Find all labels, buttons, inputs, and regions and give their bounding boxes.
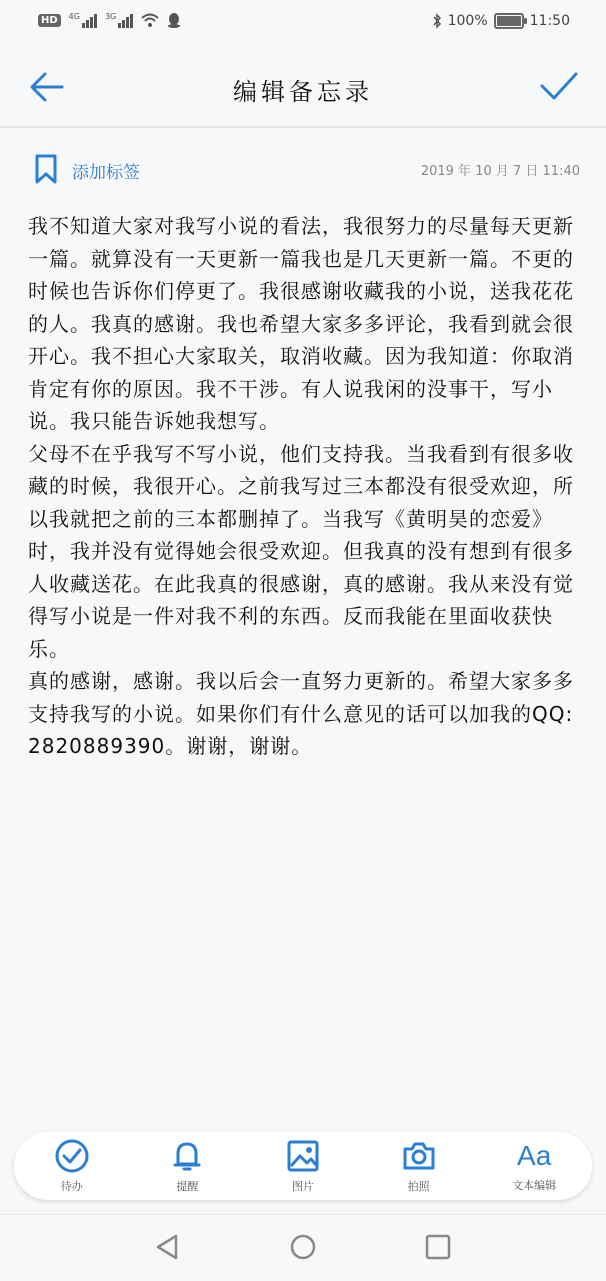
note-paragraph-1: 我不知道大家对我写小说的看法，我很努力的尽量每天更新一篇。就算没有一天更新一篇我也是几天更新一篇。不更的时候也告诉你们停更了。我很感谢收藏我的小说，送我花花的人。我真的感谢。我也希望大家多多评论，我看到就会很开心。我不担心大家取关，取消收藏。因为我知道：你取消肯定有你的原因。我不干涉。有人说我闲的没事干，写小说。我只能告诉她我想写。 <box>28 214 574 433</box>
text-edit-label: 文本编辑 <box>512 1179 557 1192</box>
status-bar <box>0 0 606 48</box>
bell-icon <box>169 1138 205 1174</box>
clock: 11:50 <box>529 13 570 29</box>
status-right <box>432 13 570 29</box>
image-label: 图片 <box>291 1180 314 1193</box>
bluetooth-icon <box>432 13 442 29</box>
battery-icon <box>494 13 524 29</box>
note-paragraph-2: 父母不在乎我写不写小说，他们支持我。当我看到有很多收藏的时候，我很开心。之前我写过三本都没有很受欢迎，所以我就把之前的三本都删掉了。当我写《黄明昊的恋爱》时，我并没有觉得她会很受欢迎。但我真的没有想到有很多人收藏送花。在此我真的很感谢，真的感谢。我从来没有觉得写小说是一件对我不利的东西。反而我能在里面收获快乐。 <box>28 441 574 661</box>
system-nav-bar <box>0 1214 606 1281</box>
tag-row <box>34 152 580 186</box>
text-edit-button[interactable] <box>484 1139 584 1193</box>
image-icon <box>285 1138 321 1174</box>
network-4g-label: 4G <box>68 12 80 21</box>
page-title: 编辑备忘录 <box>233 78 373 106</box>
nav-back-icon[interactable] <box>154 1233 182 1261</box>
reminder-label: 提醒 <box>176 1180 199 1193</box>
battery-percent: 100% <box>447 13 488 29</box>
header-divider <box>0 126 606 128</box>
text-format-icon: Aa <box>517 1140 552 1171</box>
status-left <box>38 12 181 28</box>
image-button[interactable] <box>253 1138 353 1194</box>
hd-badge: HD <box>38 14 61 27</box>
photo-label: 拍照 <box>407 1180 430 1193</box>
add-tag-button[interactable]: 添加标签 <box>72 163 140 183</box>
checkmark-icon[interactable] <box>540 70 578 104</box>
note-body[interactable] <box>28 210 576 763</box>
app-header <box>0 48 606 128</box>
reminder-button[interactable] <box>137 1138 237 1194</box>
check-circle-icon <box>54 1138 90 1174</box>
photo-button[interactable] <box>369 1138 469 1194</box>
note-datetime: 2019 年 10 月 7 日 11:40 <box>420 164 580 179</box>
todo-label: 待办 <box>60 1180 83 1193</box>
note-paragraph-3: 真的感谢，感谢。我以后会一直努力更新的。希望大家多多支持我写的小说。如果你们有什么意见的话可以加我的QQ:2820889390。谢谢，谢谢。 <box>28 669 574 758</box>
wifi-icon <box>141 13 159 27</box>
nav-home-icon[interactable] <box>289 1233 317 1261</box>
camera-icon <box>401 1138 437 1174</box>
signal-3g-icon <box>105 12 133 28</box>
network-3g-label: 3G <box>104 12 117 21</box>
qq-icon <box>167 12 181 28</box>
bottom-toolbar <box>14 1132 592 1200</box>
bookmark-icon[interactable] <box>34 154 58 184</box>
nav-recents-icon[interactable] <box>424 1233 452 1261</box>
signal-4g-icon <box>69 12 97 28</box>
todo-button[interactable] <box>22 1138 122 1194</box>
